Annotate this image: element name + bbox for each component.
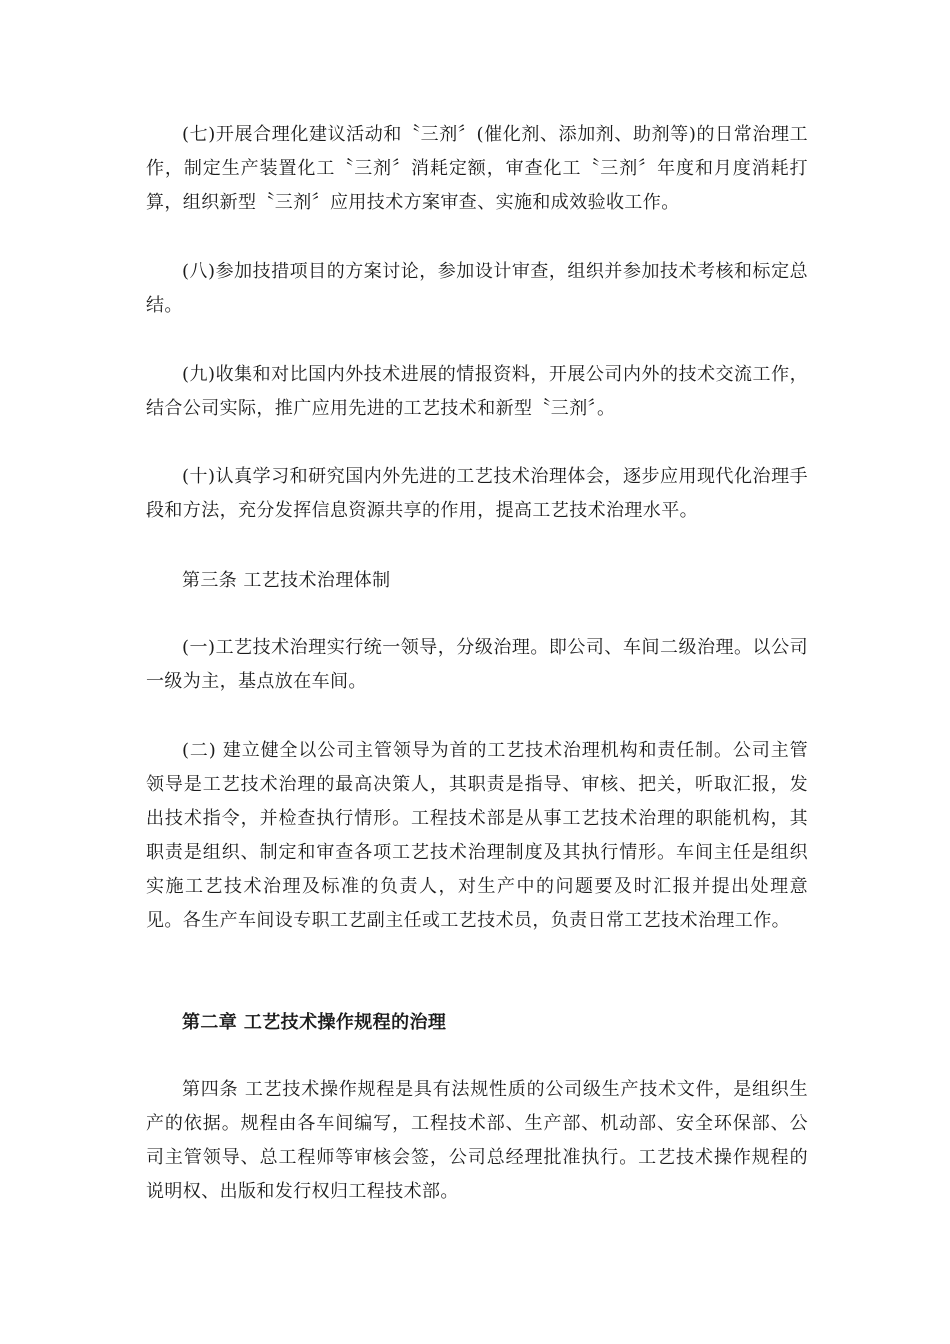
paragraph-item-8: (八)参加技措项目的方案讨论，参加设计审查，组织并参加技术考核和标定总结。 xyxy=(146,261,808,316)
paragraph-item-7: (七)开展合理化建议活动和〝三剂〞(催化剂、添加剂、助剂等)的日常治理工作，制定生产装置化工〝三剂〞消耗定额，审查化工〝三剂〞年度和月度消耗打算，组织新型〝三剂〞应用技术方案审查、实施和成效验收工作。 xyxy=(146,124,808,213)
paragraph-item-9: (九)收集和对比国内外技术进展的情报资料，开展公司内外的技术交流工作，结合公司实际，推广应用先进的工艺技术和新型〝三剂〞。 xyxy=(146,364,808,419)
paragraph-item-10: (十)认真学习和研究国内外先进的工艺技术治理体会，逐步应用现代化治理手段和方法，充分发挥信息资源共享的作用，提高工艺技术治理水平。 xyxy=(146,466,808,521)
article-3-item-2: (二) 建立健全以公司主管领导为首的工艺技术治理机构和责任制。公司主管领导是工艺技术治理的最高决策人，其职责是指导、审核、把关，听取汇报，发出技术指令，并检查执行情形。工程技术部是从事工艺技术治理的职能机构，其职责是组织、制定和审查各项工艺技术治理制度及其执行情形。车间主任是组织实施工艺技术治理及标准的负责人，对生产中的问题要及时汇报并提出处理意见。各生产车间设专职工艺副主任或工艺技术员，负责日常工艺技术治理工作。 xyxy=(146,740,808,931)
article-4-paragraph: 第四条 工艺技术操作规程是具有法规性质的公司级生产技术文件，是组织生产的依据。规程由各车间编写，工程技术部、生产部、机动部、安全环保部、公司主管领导、总工程师等审核会签，公司总经理批准执行。工艺技术操作规程的说明权、出版和发行权归工程技术部。 xyxy=(146,1079,808,1202)
article-3-heading: 第三条 工艺技术治理体制 xyxy=(182,570,391,591)
chapter-2-heading: 第二章 工艺技术操作规程的治理 xyxy=(182,1012,447,1033)
article-3-item-1: (一)工艺技术治理实行统一领导，分级治理。即公司、车间二级治理。以公司一级为主，基点放在车间。 xyxy=(146,637,808,692)
